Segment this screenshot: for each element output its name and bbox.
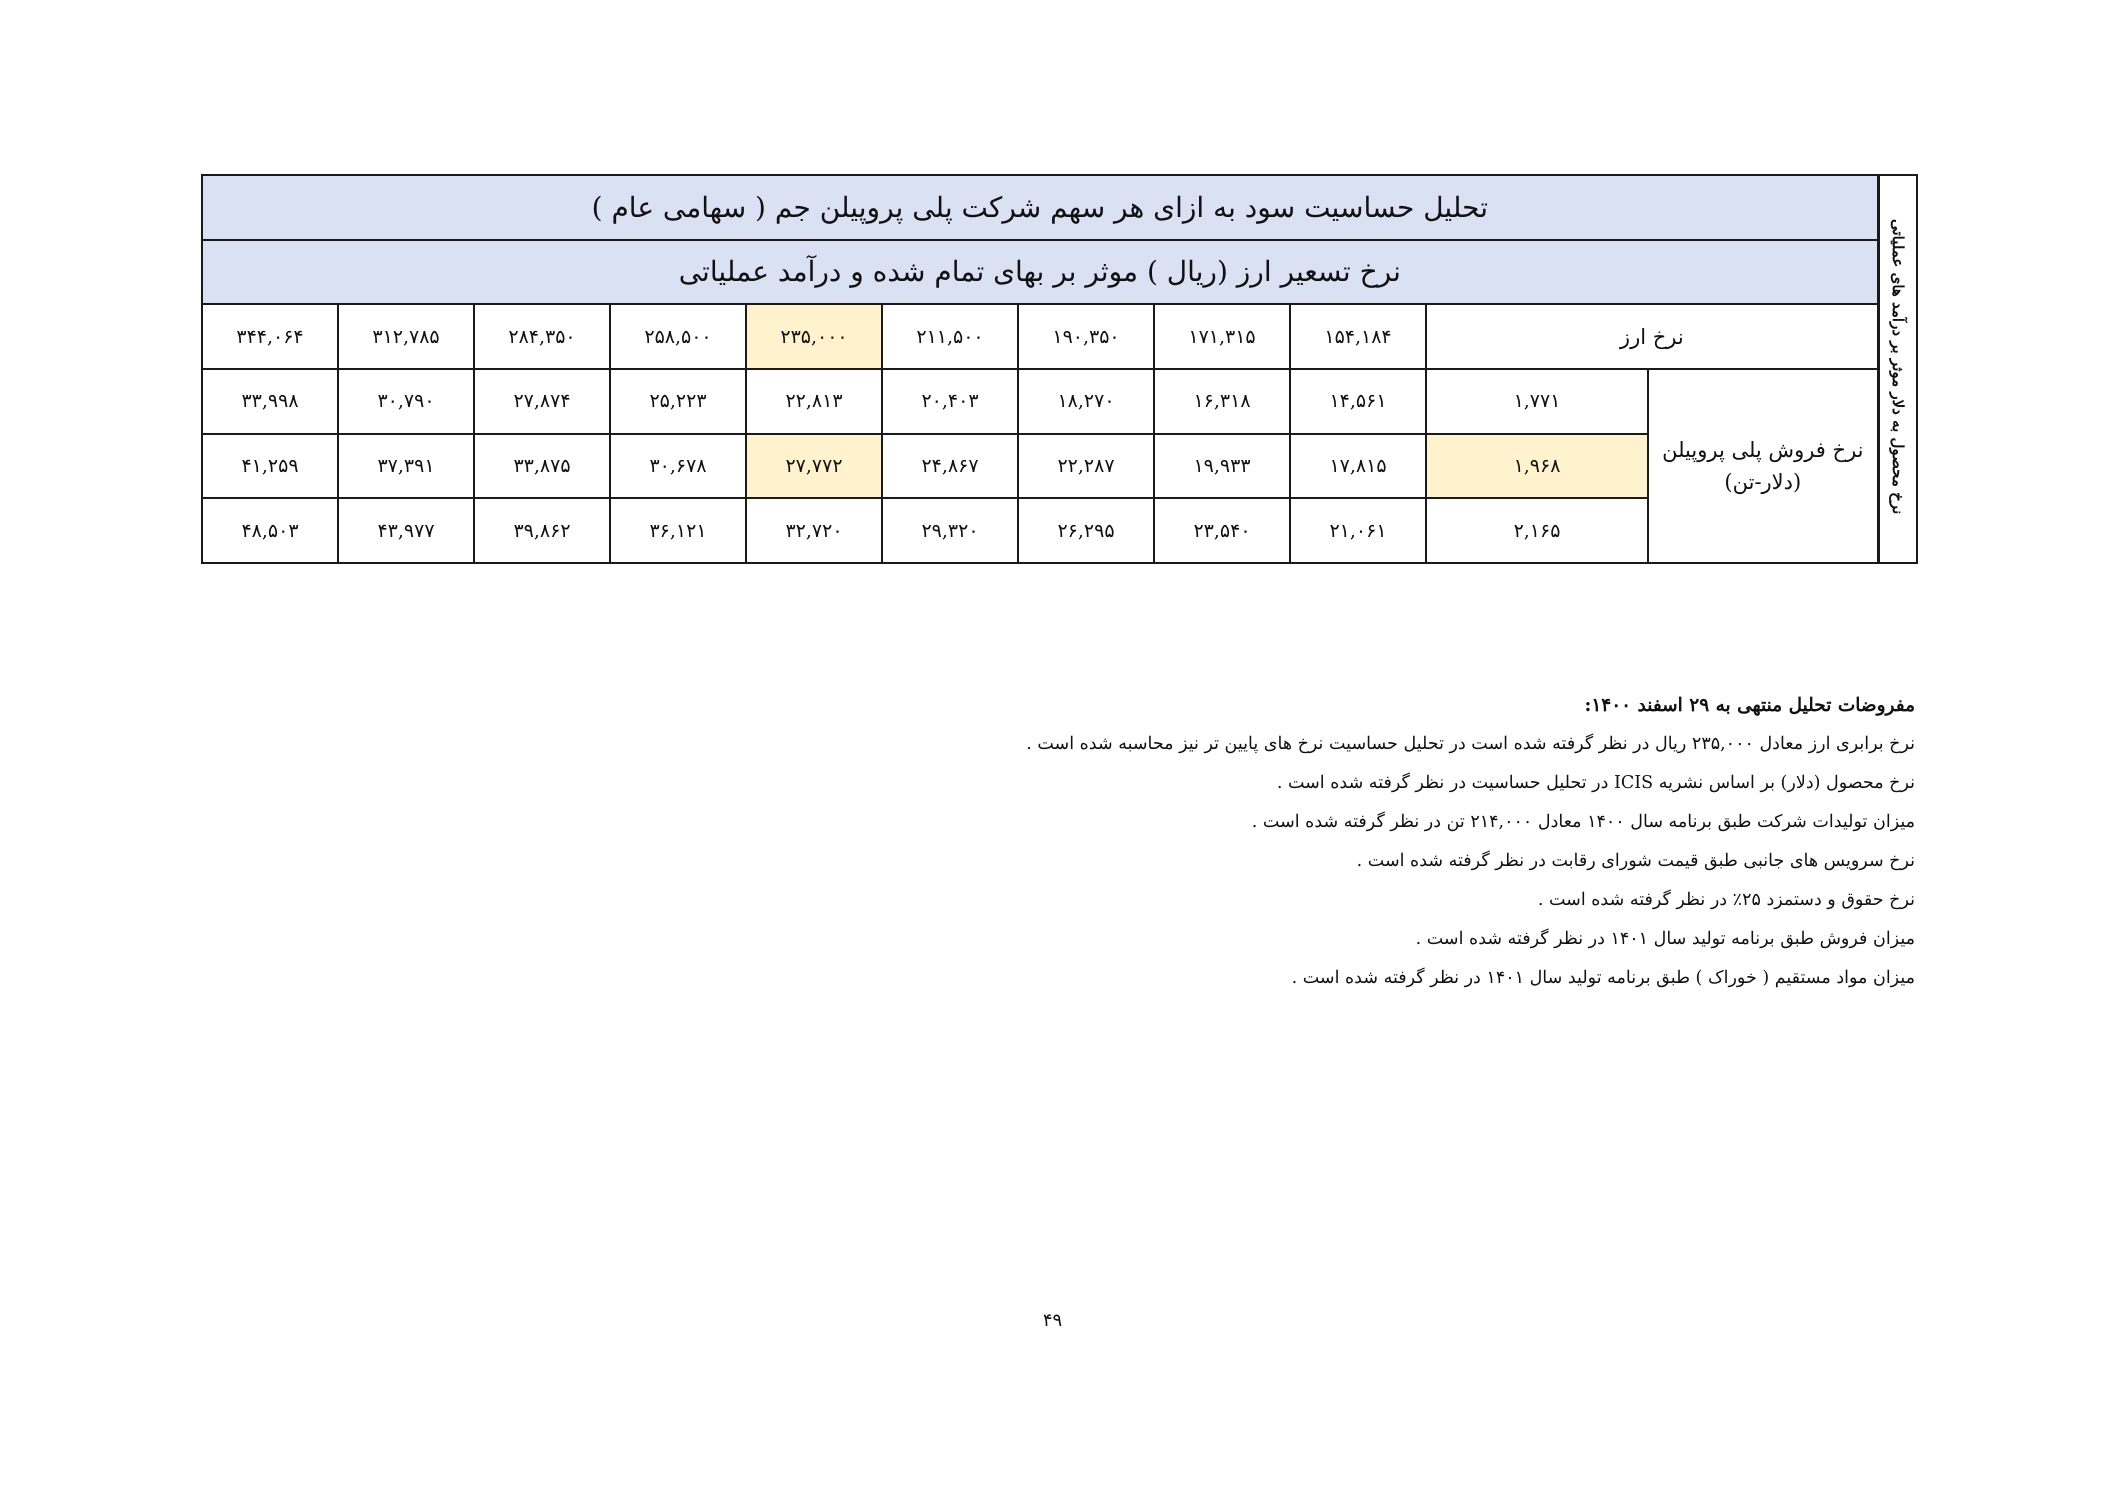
assumption-item: میزان مواد مستقیم ( خوراک ) طبق برنامه تولید سال ۱۴۰۱ در نظر گرفته شده است . [1291,968,1915,988]
eps-cell-base: ۲۷,۷۷۲ [746,434,882,499]
side-label [1878,175,1917,563]
eps-cell: ۲۲,۲۸۷ [1018,434,1154,499]
eps-cell: ۳۳,۸۷۵ [474,434,610,499]
table-row [202,369,1917,434]
fx-rate-cell: ۱۷۱,۳۱۵ [1154,304,1290,369]
fx-rate-cell: ۲۸۴,۳۵۰ [474,304,610,369]
eps-cell: ۲۱,۰۶۱ [1290,498,1426,563]
fx-rate-cell: ۲۵۸,۵۰۰ [610,304,746,369]
eps-cell: ۲۹,۳۲۰ [882,498,1018,563]
eps-cell: ۲۴,۸۶۷ [882,434,1018,499]
price-label-line1: نرخ فروش پلی پروپیلن [1662,437,1864,462]
price-cell: ۲,۱۶۵ [1426,498,1648,563]
eps-cell: ۲۳,۵۴۰ [1154,498,1290,563]
assumption-item: میزان تولیدات شرکت طبق برنامه سال ۱۴۰۰ معادل ۲۱۴,۰۰۰ تن در نظر گرفته شده است . [1251,812,1915,832]
eps-cell: ۳۶,۱۲۱ [610,498,746,563]
fx-rate-cell: ۳۴۴,۰۶۴ [202,304,338,369]
eps-cell: ۲۶,۲۹۵ [1018,498,1154,563]
eps-cell: ۱۸,۲۷۰ [1018,369,1154,434]
fx-rate-label: نرخ ارز [1426,304,1878,369]
eps-cell: ۴۸,۵۰۳ [202,498,338,563]
assumption-item: نرخ سرویس های جانبی طبق قیمت شورای رقابت در نظر گرفته شده است . [1356,851,1915,871]
fx-rate-cell-base: ۲۳۵,۰۰۰ [746,304,882,369]
eps-cell: ۳۰,۷۹۰ [338,369,474,434]
assumption-item: میزان فروش طبق برنامه تولید سال ۱۴۰۱ در نظر گرفته شده است . [1415,929,1915,949]
side-label-text: نرخ محصول به دلار موثر بر درآمد های عملیاتی [1888,219,1907,515]
page-number: ۴۹ [1042,1310,1063,1331]
eps-cell: ۳۷,۳۹۱ [338,434,474,499]
fx-rate-cell: ۳۱۲,۷۸۵ [338,304,474,369]
eps-cell: ۴۳,۹۷۷ [338,498,474,563]
eps-cell: ۲۲,۸۱۳ [746,369,882,434]
assumptions-section [615,686,1915,998]
assumption-item: نرخ حقوق و دستمزد ۲۵٪ در نظر گرفته شده است . [1537,890,1915,910]
assumption-item: نرخ برابری ارز معادل ۲۳۵,۰۰۰ ریال در نظر گرفته شده است در تحلیل حساسیت نرخ های پایین تر نیز محاسبه شده است . [1026,734,1915,754]
eps-cell: ۴۱,۲۵۹ [202,434,338,499]
eps-cell: ۲۰,۴۰۳ [882,369,1018,434]
assumptions-title: مفروضات تحلیل منتهی به ۲۹ اسفند ۱۴۰۰: [1584,695,1915,716]
sensitivity-table [201,174,1918,564]
price-label [1648,369,1878,563]
eps-cell: ۱۹,۹۳۳ [1154,434,1290,499]
eps-cell: ۳۳,۹۹۸ [202,369,338,434]
eps-cell: ۲۵,۲۲۳ [610,369,746,434]
fx-rate-row [202,304,1917,369]
eps-cell: ۳۹,۸۶۲ [474,498,610,563]
eps-cell: ۱۷,۸۱۵ [1290,434,1426,499]
price-cell: ۱,۷۷۱ [1426,369,1648,434]
assumption-item: نرخ محصول (دلار) بر اساس نشریه ICIS در تحلیل حساسیت در نظر گرفته شده است . [1276,773,1915,793]
price-cell-base: ۱,۹۶۸ [1426,434,1648,499]
eps-cell: ۳۰,۶۷۸ [610,434,746,499]
fx-rate-cell: ۱۹۰,۳۵۰ [1018,304,1154,369]
table-subtitle: نرخ تسعیر ارز (ریال ) موثر بر بهای تمام شده و درآمد عملیاتی [202,240,1878,305]
fx-rate-cell: ۲۱۱,۵۰۰ [882,304,1018,369]
fx-rate-cell: ۱۵۴,۱۸۴ [1290,304,1426,369]
table-title: تحلیل حساسیت سود به ازای هر سهم شرکت پلی پروپیلن جم ( سهامی عام ) [202,175,1878,240]
eps-cell: ۲۷,۸۷۴ [474,369,610,434]
eps-cell: ۱۴,۵۶۱ [1290,369,1426,434]
eps-cell: ۳۲,۷۲۰ [746,498,882,563]
eps-cell: ۱۶,۳۱۸ [1154,369,1290,434]
price-label-line2: (دلار-تن) [1724,469,1802,494]
